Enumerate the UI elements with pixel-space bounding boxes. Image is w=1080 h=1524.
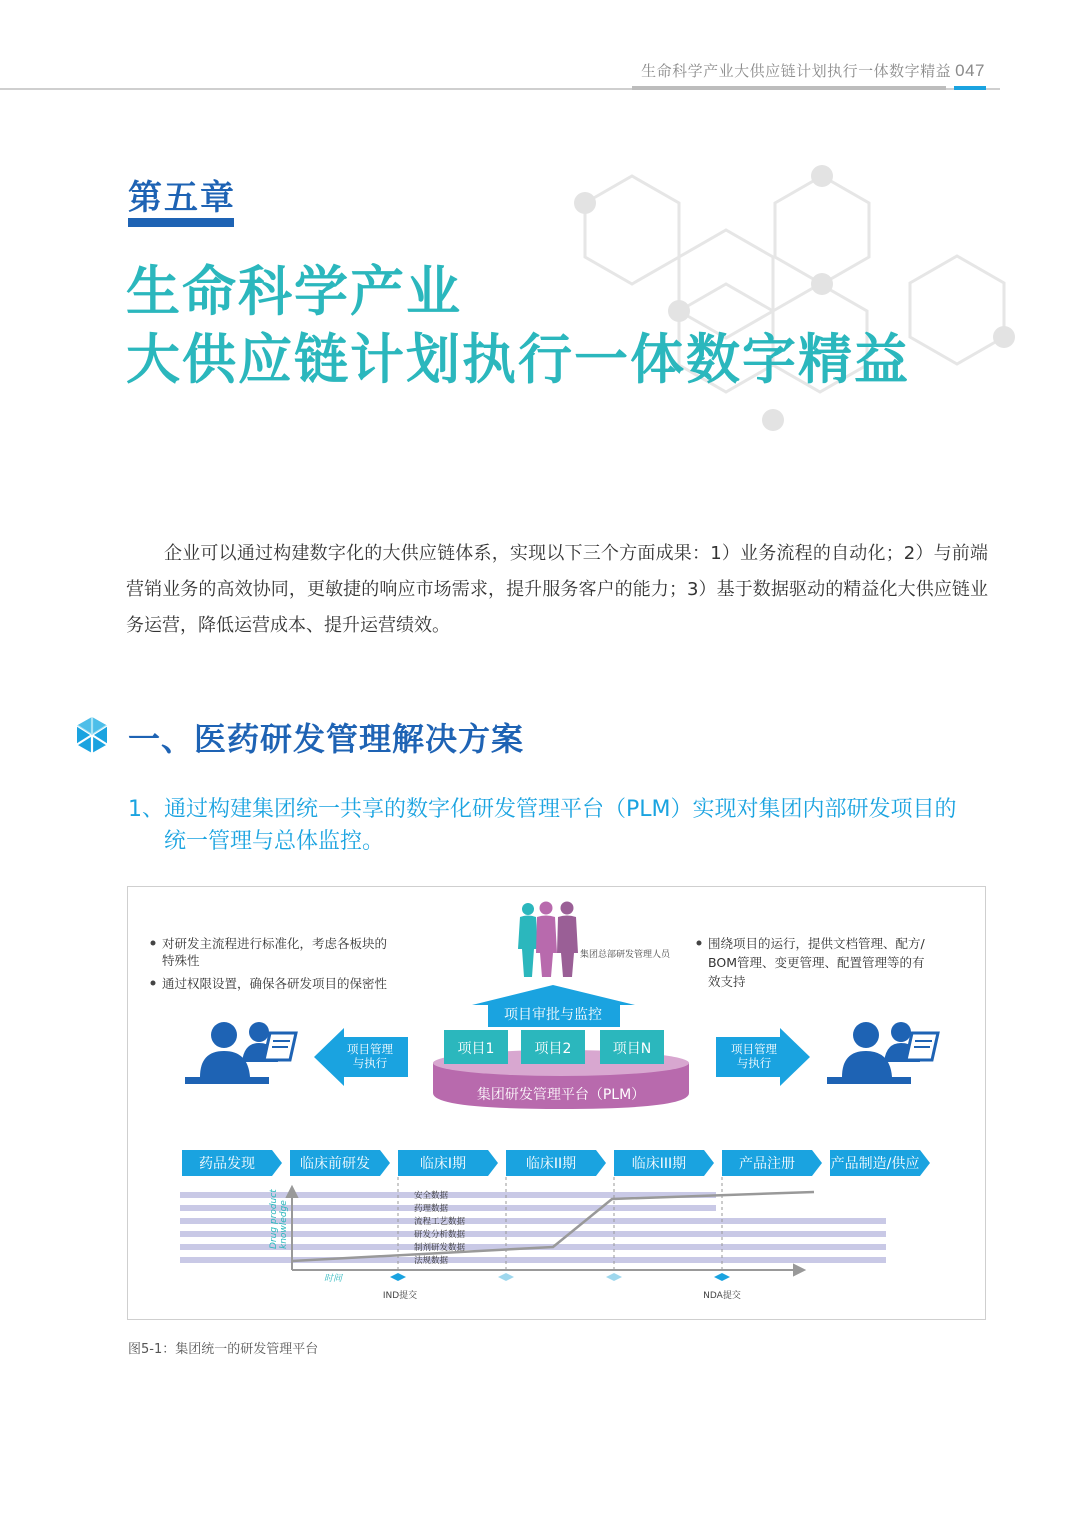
data-item: 法规数据 <box>414 1256 449 1266</box>
data-item: 流程工艺数据 <box>414 1217 466 1227</box>
platform-label: 集团研发管理平台（PLM） <box>476 1087 646 1103</box>
stage-label: 药品发现 <box>199 1156 255 1172</box>
chapter-underline <box>128 218 234 227</box>
milestone-nda: NDA提交 <box>703 1291 741 1301</box>
page-number: 047 <box>955 61 985 80</box>
page-header <box>641 60 985 81</box>
intro-paragraph: 企业可以通过构建数字化的大供应链体系，实现以下三个方面成果：1）业务流程的自动化；2）与前端营销业务的高效协同，更敏捷的响应市场需求，提升服务客户的能力；3）基于数据驱动的精益化大供应链业务运营，降低运营成本、提升运营绩效。 <box>126 543 988 636</box>
cube-icon <box>76 716 108 754</box>
data-item: 制剂研发数据 <box>414 1243 466 1253</box>
right-bullet-1: 围绕项目的运行，提供文档管理、配方/ <box>708 936 925 951</box>
bullet-dot <box>697 941 702 946</box>
knowledge-curve <box>292 1192 814 1261</box>
project-label-n: 项目N <box>612 1041 652 1057</box>
figure-caption: 图5-1：集团统一的研发管理平台 <box>128 1342 319 1357</box>
y-axis-line2: knowledge <box>279 1200 289 1249</box>
y-axis-line1: Drug product <box>269 1189 279 1249</box>
stage-label: 临床前研发 <box>300 1156 370 1172</box>
x-axis-label: 时间 <box>324 1274 343 1284</box>
stage-chevrons <box>182 1150 930 1176</box>
data-item: 研发分析数据 <box>414 1230 466 1240</box>
chapter-title-line1: 生命科学产业 <box>126 260 462 323</box>
chapter-title-line2: 大供应链计划执行一体数字精益 <box>126 328 910 391</box>
stage-label: 产品注册 <box>739 1156 795 1172</box>
stage-label: 临床II期 <box>525 1156 577 1172</box>
chapter-label: 第五章 <box>128 178 236 218</box>
data-item: 药理数据 <box>414 1204 449 1214</box>
milestone-markers <box>390 1273 730 1281</box>
users-at-computer-icon <box>827 1022 938 1084</box>
subsection-title <box>128 794 998 858</box>
right-bullet-1-cont2: 效支持 <box>708 974 746 989</box>
stage-label: 产品制造/供应 <box>830 1156 920 1172</box>
stage-label: 临床I期 <box>419 1156 467 1172</box>
left-arrow-line1: 项目管理 <box>347 1042 393 1056</box>
left-bullet-1-cont: 特殊性 <box>162 953 200 968</box>
figure-plm-platform <box>127 886 986 1320</box>
bullet-dot <box>151 981 156 986</box>
subsection-line1: 1、通过构建集团统一共享的数字化研发管理平台（PLM）实现对集团内部研发项目的 <box>128 797 957 822</box>
left-arrow-line2: 与执行 <box>352 1056 388 1070</box>
right-arrow-line1: 项目管理 <box>731 1042 777 1056</box>
hq-staff-label: 集团总部研发管理人员 <box>580 950 671 960</box>
left-bullet-2: 通过权限设置，确保各研发项目的保密性 <box>162 976 388 991</box>
subsection-line2: 统一管理与总体监控。 <box>164 829 385 854</box>
header-title: 生命科学产业大供应链计划执行一体数字精益 <box>641 62 952 80</box>
bullet-dot <box>151 941 156 946</box>
header-rule-accent <box>632 86 946 90</box>
header-rule-blue <box>954 86 986 90</box>
right-bullet-1-cont1: BOM管理、变更管理、配置管理等的有 <box>708 955 925 970</box>
data-item: 安全数据 <box>414 1191 449 1201</box>
stage-label: 临床III期 <box>631 1156 687 1172</box>
people-group-icon <box>518 902 578 978</box>
project-label-2: 项目2 <box>534 1041 572 1057</box>
right-arrow-line2: 与执行 <box>736 1056 772 1070</box>
milestone-ind: IND提交 <box>382 1291 418 1301</box>
left-bullet-1: 对研发主流程进行标准化，考虑各板块的 <box>162 936 388 951</box>
project-label-1: 项目1 <box>457 1041 495 1057</box>
users-at-computer-icon <box>185 1022 296 1084</box>
section-title: 一、医药研发管理解决方案 <box>128 720 525 758</box>
chapter-title <box>126 258 910 394</box>
approval-label: 项目审批与监控 <box>504 1007 602 1023</box>
